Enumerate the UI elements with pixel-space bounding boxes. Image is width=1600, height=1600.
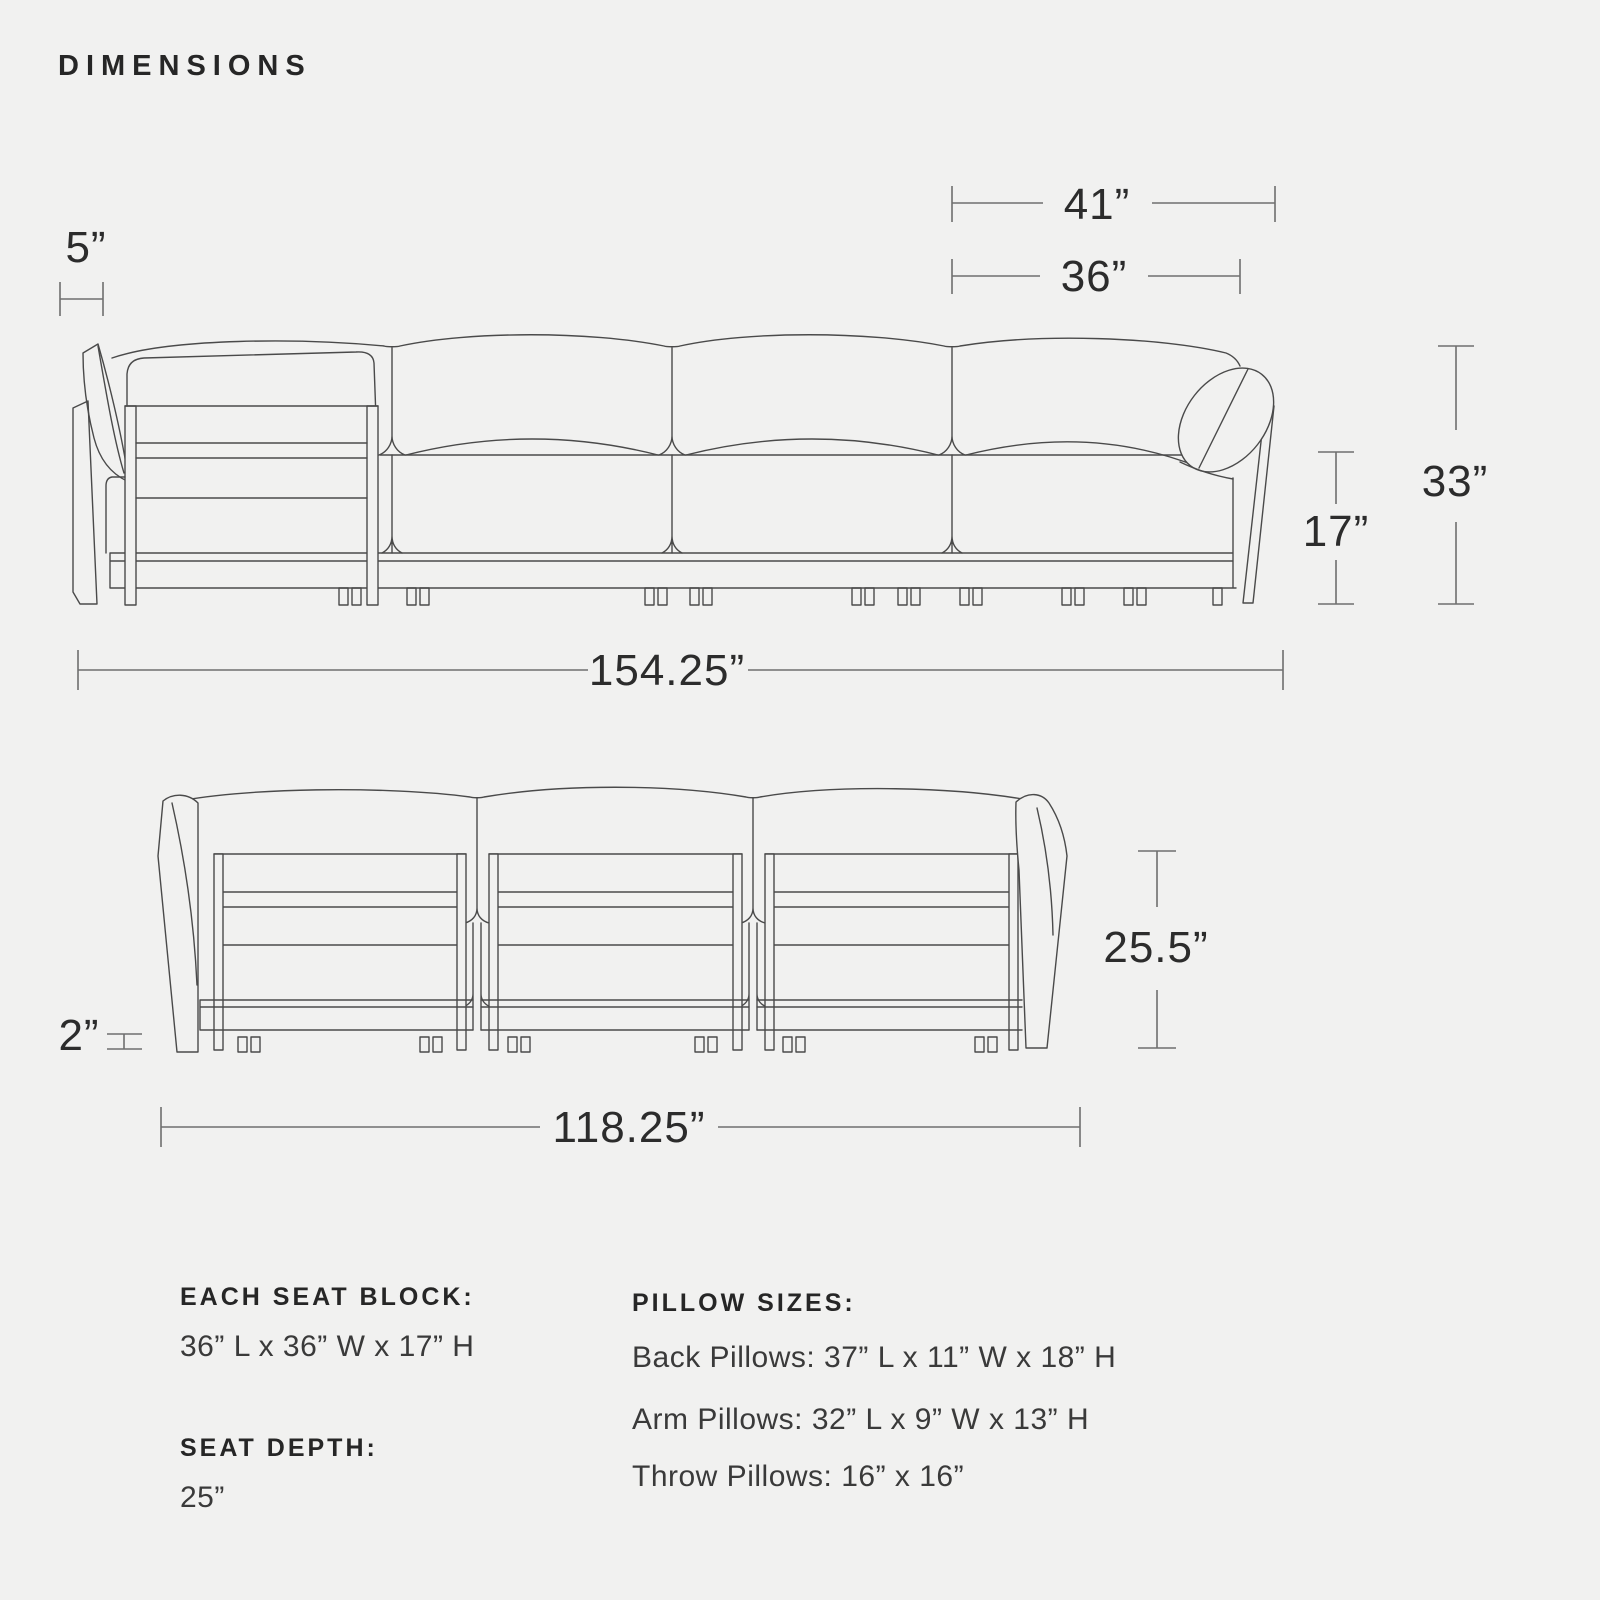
side-right-arm — [1159, 350, 1293, 603]
side-corner-arm — [73, 344, 127, 604]
seat-depth-value: 25” — [180, 1481, 225, 1514]
dim-seat-height — [1303, 452, 1370, 604]
sofa-back-view-drawing — [158, 787, 1067, 1052]
side-base-lines — [110, 478, 1236, 588]
back-base-lines — [200, 1000, 1022, 1030]
dim-overall-length-label: 154.25” — [588, 646, 746, 695]
back-frame-module-2 — [489, 854, 742, 1050]
pillow-sizes-back: Back Pillows: 37” L x 11” W x 18” H — [632, 1341, 1117, 1374]
side-corner-ladder-frame — [106, 406, 378, 605]
dim-overall-depth-label: 118.25” — [552, 1103, 706, 1152]
side-corner-back-cushion — [127, 352, 377, 467]
back-frame-module-3 — [765, 854, 1018, 1050]
sofa-side-view-drawing — [73, 335, 1293, 605]
side-module-boundaries — [379, 348, 965, 553]
side-back-cushion-top-line — [112, 335, 1240, 366]
dim-overall-height — [1422, 346, 1489, 604]
dim-seat-module-width-label: 36” — [1060, 252, 1128, 301]
back-cushion-top-line — [170, 787, 1028, 803]
dim-arm-width-label: 5” — [65, 223, 107, 272]
dim-overall-height-label: 33” — [1421, 457, 1489, 506]
back-legs — [238, 1037, 997, 1052]
pillow-sizes-heading: PILLOW SIZES: — [632, 1289, 856, 1317]
dim-back-frame-height — [1103, 851, 1208, 1048]
back-right-arm — [1016, 795, 1067, 1048]
pillow-sizes-throw: Throw Pillows: 16” x 16” — [632, 1460, 965, 1493]
seat-block-heading: EACH SEAT BLOCK: — [180, 1283, 475, 1311]
side-seat-cushion-curves — [406, 439, 1196, 466]
back-module-boundaries — [463, 798, 767, 1030]
dim-overall-length — [78, 646, 1283, 695]
dim-seat-height-label: 17” — [1302, 507, 1370, 556]
dim-arm-width — [60, 223, 107, 316]
dim-overall-depth — [161, 1103, 1080, 1152]
dim-leg-height-label: 2” — [58, 1011, 100, 1060]
seat-depth-heading: SEAT DEPTH: — [180, 1434, 378, 1462]
dim-seat-module-width — [952, 252, 1240, 301]
dim-leg-height — [58, 1011, 142, 1060]
seat-block-value: 36” L x 36” W x 17” H — [180, 1330, 475, 1363]
side-legs — [339, 588, 1222, 605]
pillow-sizes-arm: Arm Pillows: 32” L x 9” W x 13” H — [632, 1403, 1090, 1436]
back-frame-module-1 — [214, 854, 466, 1050]
dim-back-frame-height-label: 25.5” — [1103, 923, 1209, 972]
page-title: DIMENSIONS — [58, 50, 312, 82]
dim-corner-module-width — [952, 180, 1275, 229]
dim-corner-module-width-label: 41” — [1063, 180, 1131, 229]
back-left-arm — [158, 795, 198, 1052]
